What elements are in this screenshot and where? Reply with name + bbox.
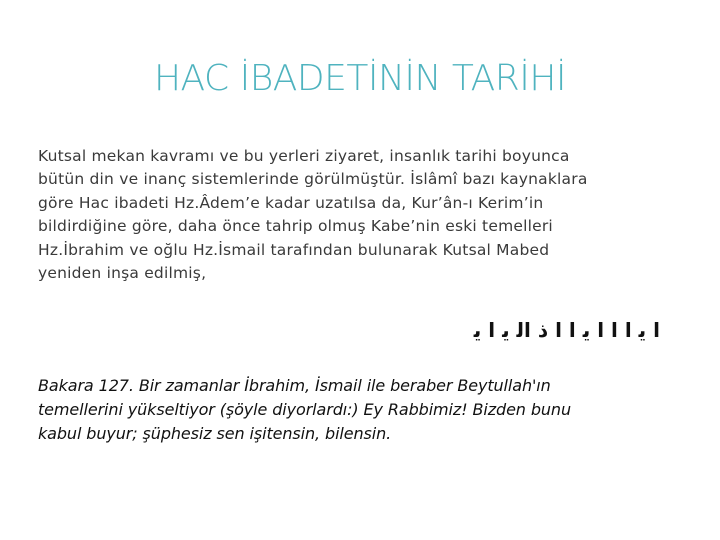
- arabic-verse: ا ﻳ ا ا ا ﻳ ا ا ﺫ ﺍﻟ ﻳ ﺍ ﻳ: [473, 318, 660, 342]
- paragraph-line: yeniden inşa edilmiş,: [38, 264, 207, 283]
- paragraph-line: bildirdiğine göre, daha önce tahrip olmuş Kabe’nin eski temelleri: [38, 217, 553, 236]
- slide-title: HAC İBADETİNİN TARİHİ: [153, 58, 567, 99]
- quote-line: temellerini yükseltiyor (şöyle diyorlardı:) Ey Rabbimiz! Bizden bunu: [38, 400, 572, 420]
- paragraph-line: Hz.İbrahim ve oğlu Hz.İsmail tarafından bulunarak Kutsal Mabed: [38, 240, 550, 259]
- paragraph-line: Kutsal mekan kavramı ve bu yerleri ziyaret, insanlık tarihi boyunca: [38, 147, 570, 165]
- quote-line: kabul buyur; şüphesiz sen işitensin, bilensin.: [38, 424, 392, 444]
- paragraph-line: bütün din ve inanç sistemlerinde görülmüştür. İslâmî bazı kaynaklara: [38, 170, 588, 189]
- paragraph-line: göre Hac ibadeti Hz.Âdem’e kadar uzatılsa da, Kur’ân-ı Kerim’in: [38, 193, 544, 212]
- body-paragraph: [38, 145, 688, 285]
- verse-translation: [38, 374, 688, 447]
- quote-line: Bakara 127. Bir zamanlar İbrahim, İsmail ile beraber Beytullah'ın: [38, 376, 551, 395]
